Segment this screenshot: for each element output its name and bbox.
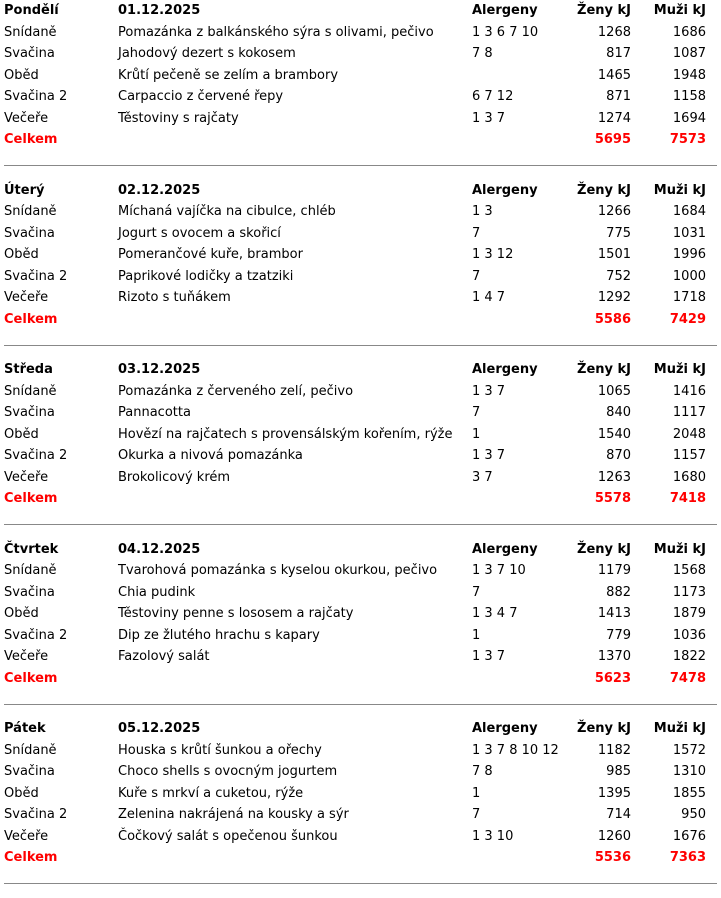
meal-type: Svačina 2	[4, 627, 68, 643]
meal-type: Svačina	[4, 764, 55, 779]
men-kj-header: Muži kJ	[653, 541, 706, 557]
meal-dish: Hovězí na rajčatech s provensálským kořením, rýže	[118, 426, 453, 442]
women-kj-header: Ženy kJ	[577, 541, 631, 557]
day-block	[0, 0, 721, 180]
women-kj-header: Ženy kJ	[577, 3, 631, 18]
meal-men-kj: 950	[681, 807, 706, 822]
total-men-kj: 7573	[669, 132, 706, 147]
meal-type: Snídaně	[4, 383, 57, 399]
meal-men-kj: 1718	[672, 290, 706, 305]
meal-dish: Pomazánka z balkánského sýra s olivami, pečivo	[118, 24, 434, 40]
total-women-kj: 5586	[594, 311, 631, 327]
men-kj-header: Muži kJ	[653, 3, 706, 18]
total-label: Celkem	[4, 850, 58, 865]
meal-row	[0, 224, 721, 244]
meal-dish: Čočkový salát s opečenou šunkou	[118, 828, 338, 844]
total-label: Celkem	[4, 491, 58, 506]
meal-dish: Choco shells s ovocným jogurtem	[118, 764, 338, 779]
meal-women-kj: 752	[606, 268, 631, 284]
meal-type: Svačina	[4, 405, 55, 420]
meal-allergens: 1	[472, 785, 481, 801]
day-separator	[4, 883, 717, 884]
meal-row	[0, 382, 721, 402]
meal-allergens: 1	[472, 426, 481, 442]
meal-type: Svačina 2	[4, 268, 68, 284]
day-block	[0, 539, 721, 719]
meal-dish: Tvarohová pomazánka s kyselou okurkou, pečivo	[118, 563, 438, 578]
total-label: Celkem	[4, 132, 58, 147]
meal-type: Večeře	[4, 290, 49, 305]
total-men-kj: 7363	[669, 850, 706, 865]
meal-dish: Dip ze žlutého hrachu s kapary	[118, 627, 320, 643]
meal-dish: Houska s krůtí šunkou a ořechy	[118, 742, 322, 758]
meal-women-kj: 840	[606, 405, 631, 420]
meal-allergens: 1	[472, 627, 481, 643]
meal-type: Svačina 2	[4, 448, 68, 463]
day-separator	[4, 704, 717, 705]
total-label: Celkem	[4, 311, 58, 327]
meal-women-kj: 1540	[597, 426, 631, 442]
total-women-kj: 5623	[594, 670, 631, 686]
meal-allergens: 7	[472, 807, 481, 822]
meal-type: Snídaně	[4, 563, 57, 578]
meal-women-kj: 1274	[597, 110, 631, 126]
meal-women-kj: 1465	[597, 67, 631, 83]
meal-dish: Zelenina nakrájená na kousky a sýr	[118, 807, 349, 822]
meal-men-kj: 1996	[672, 247, 706, 262]
meal-allergens: 6 7 12	[472, 89, 514, 104]
meal-row	[0, 245, 721, 265]
meal-men-kj: 1157	[672, 448, 706, 463]
meal-type: Večeře	[4, 110, 49, 126]
meal-women-kj: 1263	[597, 469, 631, 485]
meal-dish: Paprikové lodičky a tzatziki	[118, 268, 294, 284]
meal-dish: Pannacotta	[118, 405, 191, 420]
meal-men-kj: 1031	[672, 225, 706, 241]
meal-type: Svačina	[4, 225, 55, 241]
meal-row	[0, 87, 721, 107]
day-name: Úterý	[4, 182, 45, 198]
total-women-kj: 5578	[594, 491, 631, 506]
meal-men-kj: 1568	[672, 563, 706, 578]
day-name: Čtvrtek	[4, 541, 59, 557]
meal-dish: Jahodový dezert s kokosem	[118, 46, 296, 61]
meal-allergens: 1 3 10	[472, 828, 514, 844]
meal-women-kj: 1182	[597, 742, 631, 758]
total-row	[0, 848, 721, 868]
meal-dish: Pomazánka z červeného zelí, pečivo	[118, 383, 354, 399]
meal-row	[0, 202, 721, 222]
meal-men-kj: 1310	[672, 764, 706, 779]
meal-women-kj: 775	[606, 225, 631, 241]
meal-men-kj: 1036	[672, 627, 706, 643]
men-kj-header: Muži kJ	[653, 182, 706, 198]
total-men-kj: 7418	[669, 491, 706, 506]
meal-men-kj: 1855	[672, 785, 706, 801]
meal-women-kj: 1065	[597, 383, 631, 399]
women-kj-header: Ženy kJ	[577, 362, 631, 377]
women-kj-header: Ženy kJ	[577, 721, 631, 736]
men-kj-header: Muži kJ	[653, 721, 706, 736]
meal-type: Oběd	[4, 247, 39, 262]
meal-women-kj: 1413	[597, 606, 631, 621]
meal-women-kj: 1266	[597, 204, 631, 219]
meal-men-kj: 1948	[672, 67, 706, 83]
meal-allergens: 7	[472, 268, 481, 284]
allergens-header: Alergeny	[472, 182, 538, 198]
meal-men-kj: 1686	[672, 24, 706, 40]
meal-row	[0, 267, 721, 287]
meal-men-kj: 1822	[672, 649, 706, 664]
meal-men-kj: 1572	[672, 742, 706, 758]
meal-dish: Chia pudink	[118, 584, 196, 600]
day-date: 05.12.2025	[118, 721, 201, 736]
meal-row	[0, 288, 721, 308]
meal-allergens: 1 4 7	[472, 290, 506, 305]
meal-women-kj: 817	[606, 46, 631, 61]
day-header-row	[0, 1, 721, 21]
meal-allergens: 7	[472, 405, 481, 420]
meal-dish: Pomerančové kuře, brambor	[118, 247, 303, 262]
meal-row	[0, 446, 721, 466]
meal-women-kj: 1268	[597, 24, 631, 40]
meal-men-kj: 1173	[672, 584, 706, 600]
meal-allergens: 1 3 7 8 10 12	[472, 742, 559, 758]
meal-type: Oběd	[4, 67, 39, 83]
meal-row	[0, 66, 721, 86]
meal-type: Svačina	[4, 584, 55, 600]
meal-women-kj: 871	[606, 89, 631, 104]
day-date: 03.12.2025	[118, 362, 201, 377]
meal-type: Snídaně	[4, 204, 57, 219]
meal-men-kj: 1087	[672, 46, 706, 61]
meal-dish: Fazolový salát	[118, 649, 210, 664]
total-row	[0, 310, 721, 330]
meal-allergens: 1 3 12	[472, 247, 514, 262]
allergens-header: Alergeny	[472, 3, 538, 18]
meal-dish: Míchaná vajíčka na cibulce, chléb	[118, 204, 336, 219]
allergens-header: Alergeny	[472, 362, 538, 377]
meal-allergens: 7	[472, 225, 481, 241]
meal-row	[0, 784, 721, 804]
meal-allergens: 7	[472, 584, 481, 600]
total-row	[0, 669, 721, 689]
total-men-kj: 7478	[669, 670, 706, 686]
meal-women-kj: 779	[606, 627, 631, 643]
meal-women-kj: 870	[606, 448, 631, 463]
meal-type: Svačina 2	[4, 807, 68, 822]
day-date: 04.12.2025	[118, 541, 201, 557]
meal-women-kj: 1260	[597, 828, 631, 844]
total-women-kj: 5695	[594, 132, 631, 147]
day-date: 01.12.2025	[118, 3, 201, 18]
meal-dish: Krůtí pečeně se zelím a brambory	[118, 67, 339, 83]
meal-row	[0, 583, 721, 603]
meal-type: Snídaně	[4, 24, 57, 40]
meal-dish: Jogurt s ovocem a skořicí	[118, 225, 281, 241]
meal-row	[0, 805, 721, 825]
meal-row	[0, 626, 721, 646]
men-kj-header: Muži kJ	[653, 362, 706, 377]
meal-women-kj: 1179	[597, 563, 631, 578]
day-date: 02.12.2025	[118, 182, 201, 198]
meal-men-kj: 2048	[672, 426, 706, 442]
meal-dish: Kuře s mrkví a cuketou, rýže	[118, 785, 304, 801]
allergens-header: Alergeny	[472, 541, 538, 557]
meal-allergens: 7 8	[472, 46, 493, 61]
meal-dish: Rizoto s tuňákem	[118, 290, 231, 305]
meal-dish: Těstoviny s rajčaty	[118, 110, 239, 126]
meal-allergens: 7 8	[472, 764, 493, 779]
day-block	[0, 180, 721, 360]
meal-allergens: 1 3 7	[472, 448, 506, 463]
day-separator	[4, 524, 717, 525]
day-name: Středa	[4, 362, 53, 377]
total-row	[0, 489, 721, 509]
meal-row	[0, 604, 721, 624]
meal-men-kj: 1684	[672, 204, 706, 219]
meal-women-kj: 1370	[597, 649, 631, 664]
meal-allergens: 1 3 7	[472, 110, 506, 126]
meal-dish: Carpaccio z červené řepy	[118, 89, 284, 104]
total-women-kj: 5536	[594, 850, 631, 865]
day-block	[0, 359, 721, 539]
meal-women-kj: 1395	[597, 785, 631, 801]
day-separator	[4, 165, 717, 166]
meal-type: Večeře	[4, 469, 49, 485]
meal-row	[0, 647, 721, 667]
meal-row	[0, 23, 721, 43]
meal-men-kj: 1694	[672, 110, 706, 126]
meal-type: Oběd	[4, 606, 39, 621]
meal-row	[0, 44, 721, 64]
allergens-header: Alergeny	[472, 721, 538, 736]
meal-dish: Těstoviny penne s lososem a rajčaty	[118, 606, 354, 621]
day-separator	[4, 345, 717, 346]
meal-allergens: 1 3 7	[472, 383, 506, 399]
meal-women-kj: 714	[606, 807, 631, 822]
meal-women-kj: 882	[606, 584, 631, 600]
meal-row	[0, 425, 721, 445]
meal-type: Oběd	[4, 785, 39, 801]
meal-type: Snídaně	[4, 742, 57, 758]
day-header-row	[0, 540, 721, 560]
meal-row	[0, 403, 721, 423]
meal-dish: Okurka a nivová pomazánka	[118, 448, 303, 463]
total-men-kj: 7429	[669, 311, 706, 327]
women-kj-header: Ženy kJ	[577, 182, 631, 198]
meal-type: Oběd	[4, 426, 39, 442]
meal-row	[0, 109, 721, 129]
meal-allergens: 1 3 6 7 10	[472, 24, 539, 40]
meal-men-kj: 1416	[672, 383, 706, 399]
meal-type: Večeře	[4, 649, 49, 664]
meal-men-kj: 1000	[672, 268, 706, 284]
meal-allergens: 1 3 4 7	[472, 606, 518, 621]
total-label: Celkem	[4, 670, 58, 686]
meal-dish: Brokolicový krém	[118, 469, 231, 485]
meal-row	[0, 468, 721, 488]
day-header-row	[0, 181, 721, 201]
meal-allergens: 1 3 7 10	[472, 563, 526, 578]
day-block	[0, 718, 721, 898]
meal-men-kj: 1676	[672, 828, 706, 844]
meal-type: Večeře	[4, 828, 49, 844]
day-header-row	[0, 719, 721, 739]
meal-men-kj: 1680	[672, 469, 706, 485]
meal-women-kj: 985	[606, 764, 631, 779]
day-header-row	[0, 360, 721, 380]
meal-men-kj: 1158	[672, 89, 706, 104]
meal-row	[0, 561, 721, 581]
meal-women-kj: 1292	[597, 290, 631, 305]
meal-row	[0, 827, 721, 847]
meal-men-kj: 1117	[672, 405, 706, 420]
meal-men-kj: 1879	[672, 606, 706, 621]
meal-type: Svačina 2	[4, 89, 68, 104]
meal-row	[0, 741, 721, 761]
meal-allergens: 1 3	[472, 204, 493, 219]
meal-allergens: 3 7	[472, 469, 493, 485]
total-row	[0, 130, 721, 150]
day-name: Pondělí	[4, 3, 59, 18]
meal-type: Svačina	[4, 46, 55, 61]
meal-allergens: 1 3 7	[472, 649, 506, 664]
meal-row	[0, 762, 721, 782]
meal-women-kj: 1501	[597, 247, 631, 262]
day-name: Pátek	[4, 721, 46, 736]
